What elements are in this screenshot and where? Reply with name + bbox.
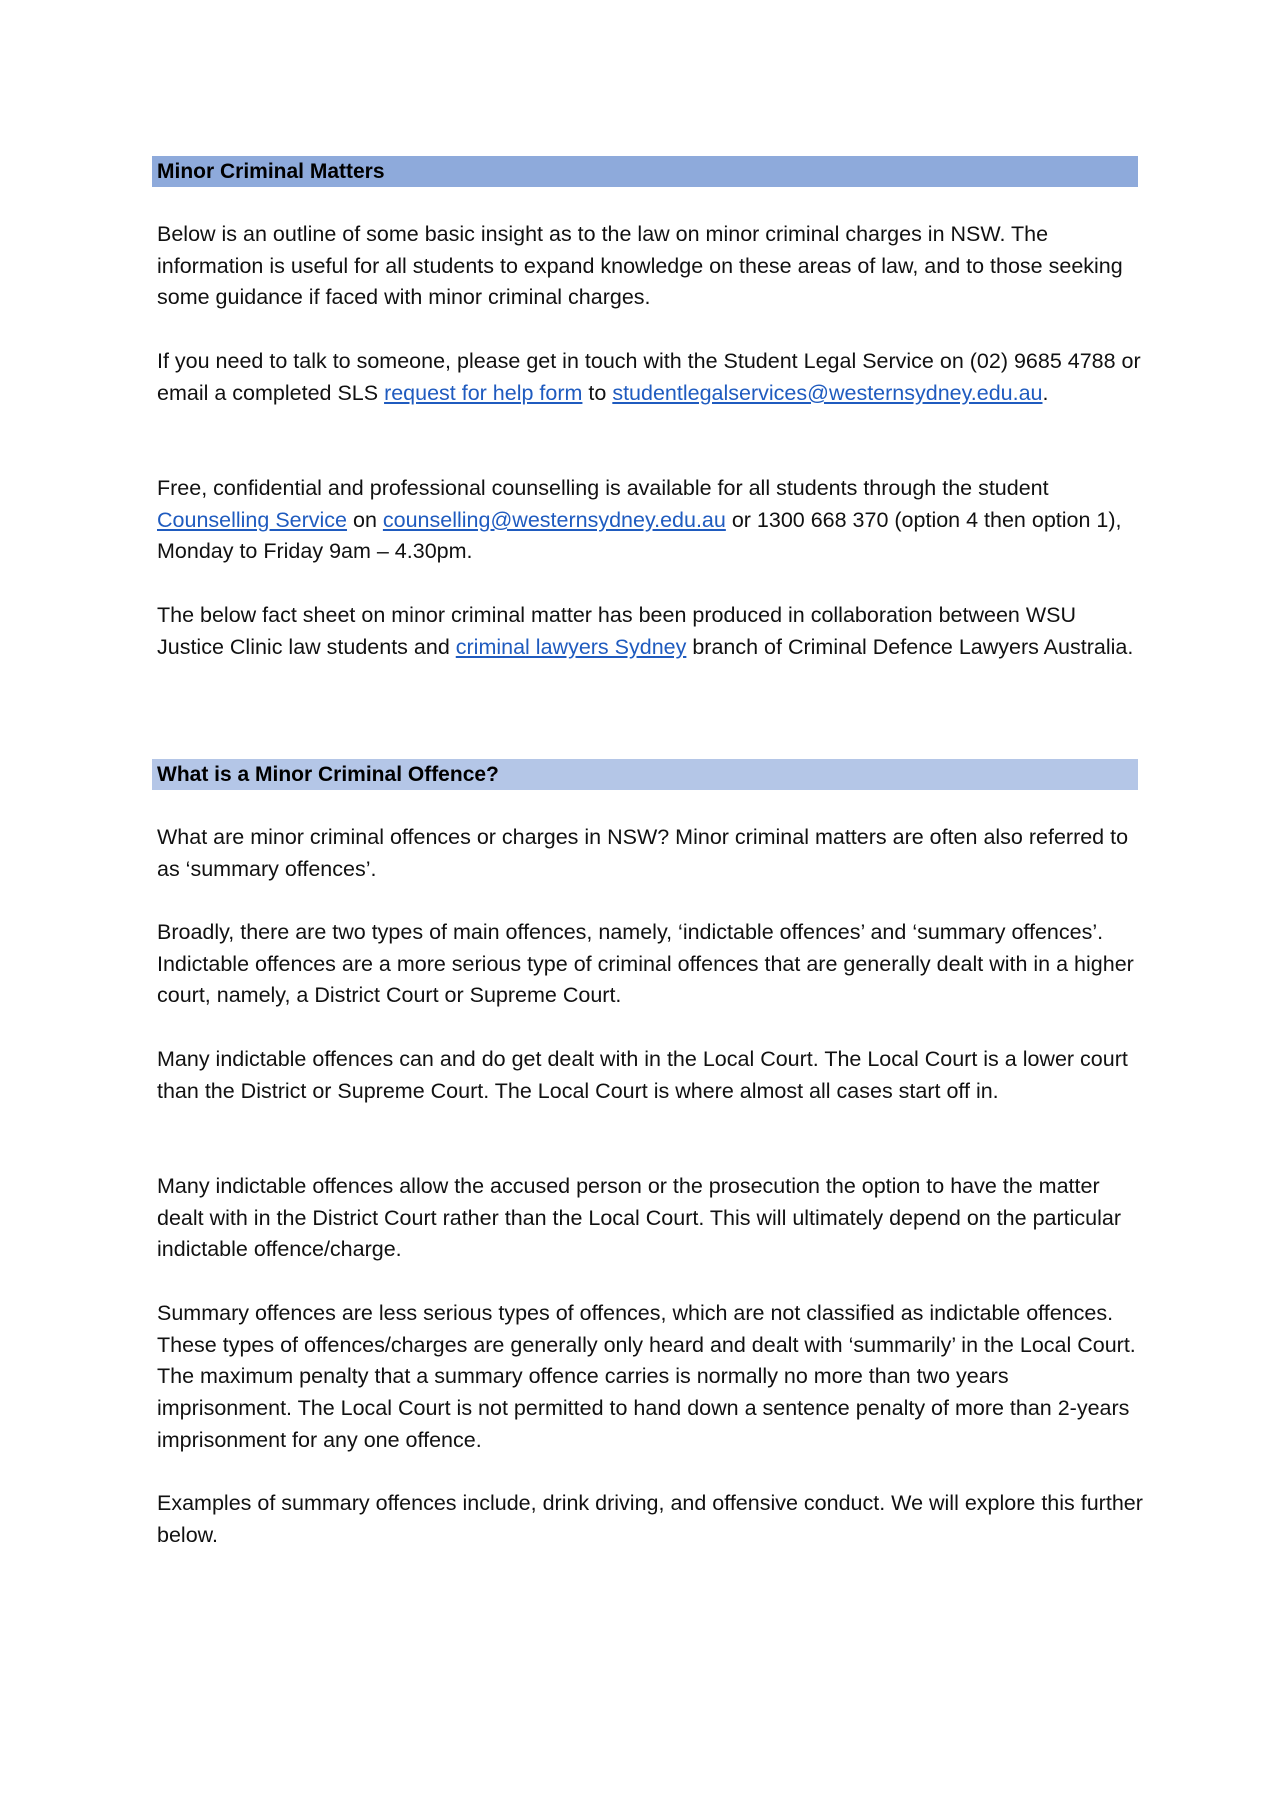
fact-sheet-paragraph <box>157 600 1147 663</box>
offence-types-paragraph: Broadly, there are two types of main offences, namely, ‘indictable offences’ and ‘summary offences’. Indictable offences are a more serious type of criminal offences that are generally dealt with in a higher court, namely, a District Court or Supreme Court. <box>157 920 1134 1008</box>
section-heading-minor-criminal-offence: What is a Minor Criminal Offence? <box>152 759 1138 790</box>
counselling-text-end: or 1300 668 370 (option 4 then option 1), Monday to Friday 9am – 4.30pm. <box>157 507 1122 564</box>
counselling-email-link[interactable]: counselling@westernsydney.edu.au <box>382 507 726 532</box>
intro-paragraph: Below is an outline of some basic insight as to the law on minor criminal charges in NSW. The information is useful for all students to expand knowledge on these areas of law, and to those seeking some guidance if faced with minor criminal charges. <box>157 222 1123 310</box>
local-court-paragraph: Many indictable offences can and do get dealt with in the Local Court. The Local Court is a lower court than the District or Supreme Court. The Local Court is where almost all cases start off in. <box>157 1047 1128 1103</box>
legal-service-text-to: to <box>582 380 613 405</box>
summary-offences-paragraph: Summary offences are less serious types of offences, which are not classified as indictable offences. These types of offences/charges are generally only heard and dealt with ‘summarily’ in the Local Court. The maximum penalty that a summary offence carries is normally no more than two years imprisonment. The Local Court is not permitted to hand down a sentence penalty of more than 2-years imprisonment for any one offence. <box>157 1301 1136 1452</box>
counselling-paragraph <box>157 473 1147 568</box>
examples-paragraph: Examples of summary offences include, drink driving, and offensive conduct. We will explore this further below. <box>157 1491 1143 1547</box>
counselling-text-on: on <box>347 507 383 532</box>
criminal-lawyers-sydney-link[interactable]: criminal lawyers Sydney <box>455 634 687 659</box>
legal-service-paragraph <box>157 346 1147 409</box>
fact-sheet-text-end: branch of Criminal Defence Lawyers Australia. <box>686 634 1134 659</box>
fact-sheet-text: The below fact sheet on minor criminal matter has been produced in collaboration between WSU Justice Clinic law students and <box>157 603 1077 659</box>
legal-service-text: If you need to talk to someone, please get in touch with the Student Legal Service on (02) 9685 4788 or email a completed SLS <box>157 349 1141 405</box>
section-heading-minor-criminal-matters: Minor Criminal Matters <box>152 156 1138 187</box>
request-for-help-form-link[interactable]: request for help form <box>384 380 583 405</box>
student-legal-services-email-link[interactable]: studentlegalservices@westernsydney.edu.au <box>612 380 1043 405</box>
counselling-service-link[interactable]: Counselling Service <box>157 507 348 532</box>
definition-paragraph: What are minor criminal offences or charges in NSW? Minor criminal matters are often also referred to as ‘summary offences’. <box>157 825 1129 881</box>
district-court-option-paragraph: Many indictable offences allow the accused person or the prosecution the option to have the matter dealt with in the District Court rather than the Local Court. This will ultimately depend on the particular indictable offence/charge. <box>157 1174 1121 1262</box>
legal-service-text-end: . <box>1042 380 1049 405</box>
counselling-text: Free, confidential and professional counselling is available for all students through the student <box>157 476 1049 500</box>
